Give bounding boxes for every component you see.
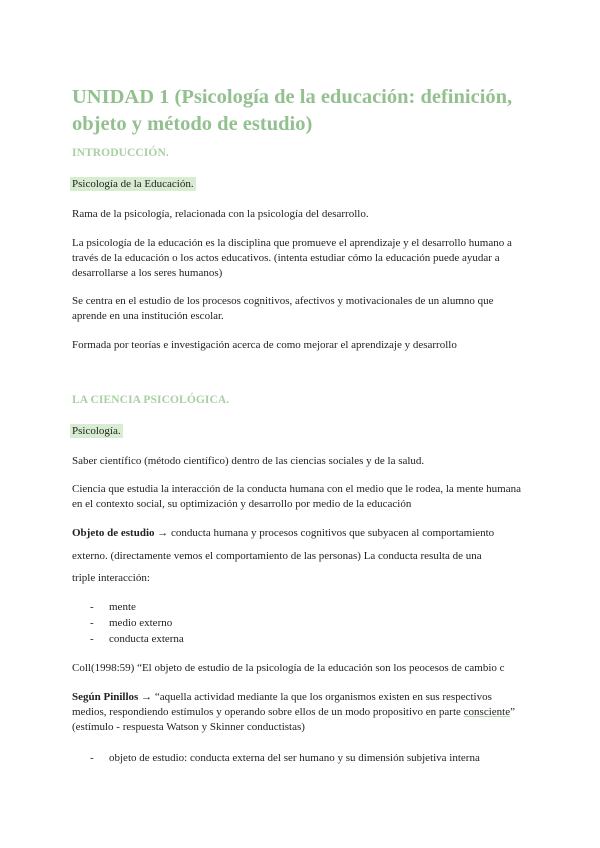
paragraph-line: La psicología de la educación es la disciplina que promueve el aprendizaje y el desarrollo humano a	[72, 237, 512, 249]
term-psicologia-educacion	[72, 177, 196, 193]
pinillos-text: → “aquella actividad mediante la que los organismos existen en sus respectivos	[138, 691, 492, 703]
paragraph-line: aprende en una institución escolar.	[72, 310, 224, 322]
highlighted-term: Psicología.	[72, 425, 121, 437]
paragraph-line: Ciencia que estudia la interacción de la conducta humana con el medio que le rodea, la mente humana	[72, 483, 521, 495]
paragraph-line: en el contexto social, su optimización y desarrollo por medio de la educación	[72, 498, 412, 510]
list-item: objeto de estudio: conducta externa del ser humano y su dimensión subjetiva interna	[109, 752, 480, 764]
list-dash: -	[90, 601, 94, 613]
list-dash: -	[90, 752, 94, 764]
paragraph-line: (estímulo - respuesta Watson y Skinner conductistas)	[72, 721, 305, 733]
term-psicologia	[72, 424, 123, 440]
list-item: mente	[109, 601, 136, 613]
list-item: medio externo	[109, 617, 173, 629]
quote-coll: Coll(1998:59) “El objeto de estudio de la psicología de la educación son los peocesos de cambio c	[72, 662, 505, 674]
objeto-estudio-text: → conducta humana y procesos cognitivos que subyacen al comportamiento	[154, 527, 495, 539]
list-dash: -	[90, 633, 94, 645]
pinillos-line-2	[72, 705, 515, 721]
paragraph-line: Se centra en el estudio de los procesos cognitivos, afectivos y motivacionales de un alumno que	[72, 295, 494, 307]
list-dash: -	[90, 617, 94, 629]
list-item: conducta externa	[109, 633, 184, 645]
section-heading-introduccion: INTRODUCCIÓN.	[72, 147, 169, 159]
paragraph-line: través de la educación o los actos educativos. (intenta estudiar cómo la educación puede ayudar a	[72, 252, 500, 264]
paragraph-line: triple interacción:	[72, 572, 150, 584]
paragraph: Rama de la psicología, relacionada con la psicología del desarrollo.	[72, 208, 369, 220]
objeto-estudio-label: Objeto de estudio	[72, 527, 155, 539]
highlighted-term: Psicología de la Educación.	[72, 178, 194, 190]
pinillos-text: medios, respondiendo estímulos y operando sobre ellos de un modo propositivo en parte	[72, 706, 464, 718]
paragraph-line: desarrollarse a los seres humanos)	[72, 267, 223, 279]
page-title: UNIDAD 1 (Psicología de la educación: definición, objeto y método de estudio)	[72, 86, 513, 135]
pinillos-line	[72, 690, 492, 706]
paragraph: Saber científico (método científico) dentro de las ciencias sociales y de la salud.	[72, 455, 425, 467]
closing-quote: ”	[510, 706, 515, 718]
objeto-estudio-line	[72, 526, 494, 542]
pinillos-label: Según Pinillos	[72, 691, 139, 703]
underlined-word: consciente	[463, 706, 511, 718]
paragraph: Formada por teorías e investigación acerca de como mejorar el aprendizaje y desarrollo	[72, 339, 457, 351]
section-heading-ciencia-psicologica: LA CIENCIA PSICOLÓGICA.	[72, 394, 230, 406]
paragraph-line: externo. (directamente vemos el comportamiento de las personas) La conducta resulta de una	[72, 550, 482, 562]
